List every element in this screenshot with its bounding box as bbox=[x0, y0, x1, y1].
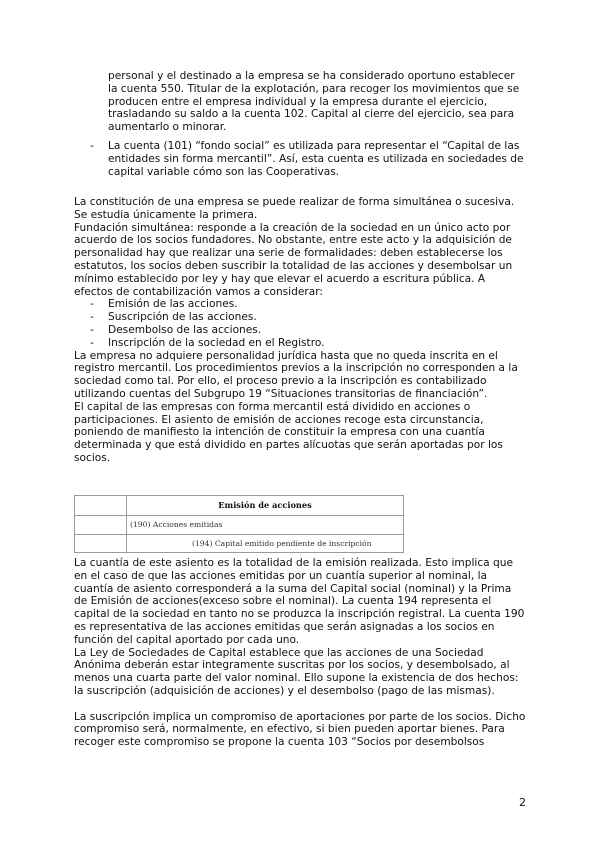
list-item: - Inscripción de la sociedad en el Registro. bbox=[90, 336, 325, 349]
table-row bbox=[75, 516, 403, 534]
list-item: - Suscripción de las acciones. bbox=[90, 311, 257, 324]
table-row bbox=[75, 534, 403, 553]
journal-entry-table bbox=[74, 495, 404, 553]
paragraph-suscripcion: La suscripción implica un compromiso de aportaciones por parte de los socios. Dicho compromiso será, normalmente, en efectivo, si bien pueden aportar bienes. Para recoger este compromiso se propone la cuenta 103 “Socios por desembolsos bbox=[74, 710, 526, 749]
table-header: Emisión de acciones bbox=[218, 500, 312, 510]
blank-line bbox=[74, 698, 526, 711]
paragraph-fundacion: Fundación simultánea: responde a la creación de la sociedad en un único acto por acuerdo de los socios fundadores. No obstante, entre este acto y la adquisición de personalidad hay que realizar una serie de formalidades: deben establecerse los estatutos, los socios deben suscribir la totalidad de las acciones y desembolsar un mínimo establecido por ley y hay que elevar el acuerdo a escritura pública. A efectos de contabilización vamos a considerar: bbox=[74, 221, 513, 298]
dash-item-fondo-social: - La cuenta (101) “fondo social” es utilizada para representar el “Capital de las entidades sin forma mercantil”. Así, esta cuenta es utilizada en sociedades de capital variable cómo son las Cooperativas. bbox=[90, 140, 524, 178]
paragraph-personalidad: La empresa no adquiere personalidad jurídica hasta que no queda inscrita en el registro mercantil. Los procedimientos previos a la inscripción no corresponden a la sociedad como tal. Por ello, el proceso previo a la inscripción es contabilizado utilizando cuentas del Subgrupo 19 “Situaciones transitorias de financiación”. bbox=[74, 349, 518, 400]
page-number: 2 bbox=[519, 796, 526, 809]
body-text-section-2 bbox=[74, 557, 526, 749]
list-item: - Desembolso de las acciones. bbox=[90, 323, 262, 336]
dash-bullet: - bbox=[90, 140, 94, 152]
list-item: - Emisión de las acciones. bbox=[90, 298, 238, 311]
paragraph-capital: El capital de las empresas con forma mercantil está dividido en acciones o participaciones. El asiento de emisión de acciones recoge esta circunstancia, poniendo de manifiesto la intención de constituir la empresa con una cuantía determinada y que está dividido en partes alícuotas que serán aportadas por los socios. bbox=[74, 400, 503, 464]
body-text-section-1 bbox=[74, 196, 526, 465]
paragraph-ley: La Ley de Sociedades de Capital establece que las acciones de una Sociedad Anónima deberán estar integramente suscritas por los socios, y desembolsado, al menos una cuarta parte del valor nominal. Ello supone la existencia de dos hechos: la suscripción (adquisición de acciones) y el desembolso (pago de las mismas). bbox=[74, 646, 519, 697]
table-header-row bbox=[75, 496, 403, 516]
table-cell-debit: (190) Acciones emitidas bbox=[130, 520, 223, 529]
paragraph-cuantia: La cuantía de este asiento es la totalidad de la emisión realizada. Esto implica que en el caso de que las acciones emitidas por un cuantía superior al nominal, la cuantía de asiento corresponderá a la suma del Capital social (nominal) y la Prima de Emisión de acciones(exceso sobre el nominal). La cuenta 194 representa el capital de la sociedad en tanto no se produzca la inscripción registral. La cuenta 190 es representativa de las acciones emitidas que serán asignadas a los socios en función del capital aportado por cada uno. bbox=[74, 557, 525, 646]
formalities-list bbox=[74, 298, 526, 349]
paragraph-constitucion: La constitución de una empresa se puede realizar de forma simultánea o sucesiva. Se estudia únicamente la primera. bbox=[74, 196, 515, 221]
continued-paragraph: personal y el destinado a la empresa se ha considerado oportuno establecer la cuenta 550. Titular de la explotación, para recoger los movimientos que se producen entre el empresa individual y la empresa durante el ejercicio, trasladando su saldo a la cuenta 102. Capital al cierre del ejercicio, sea para aumentarlo o minorar. bbox=[108, 70, 520, 134]
table-cell-credit: (194) Capital emitido pendiente de inscripción bbox=[192, 539, 372, 548]
